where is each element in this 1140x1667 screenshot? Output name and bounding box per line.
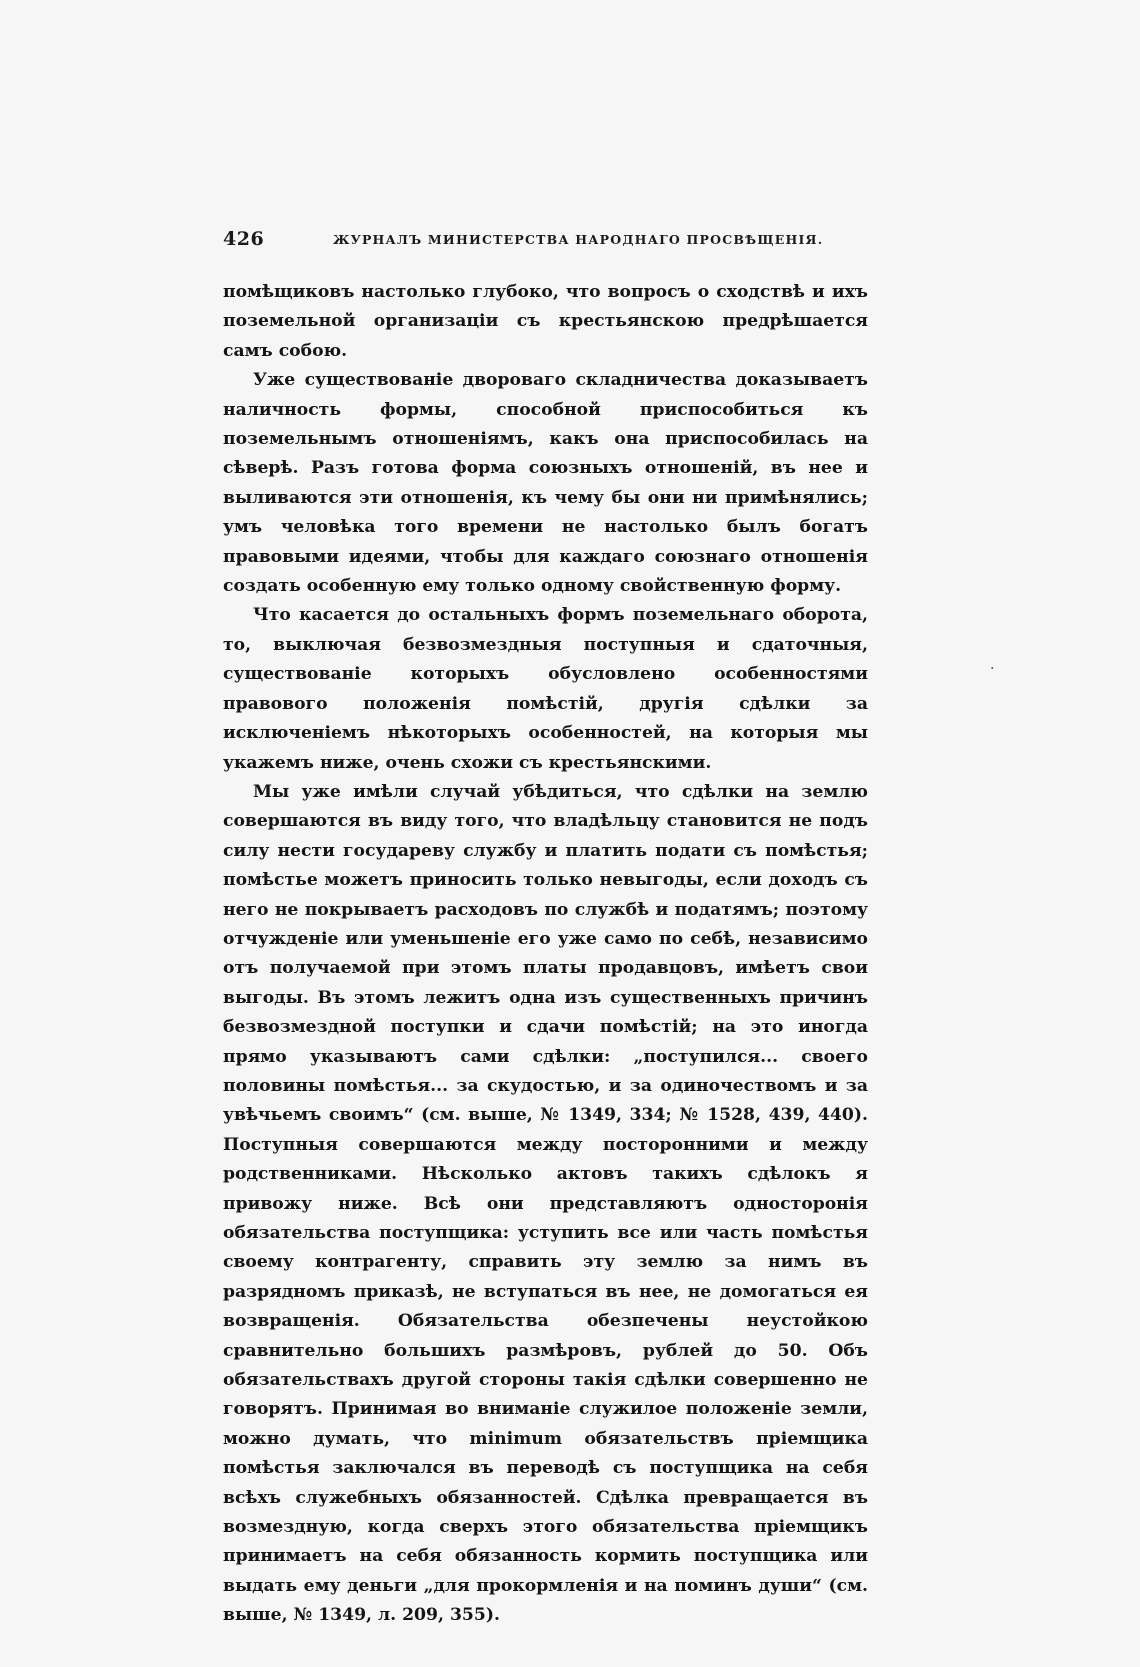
paragraph: помѣщиковъ настолько глубоко, что вопросъ о сходствѣ и ихъ поземельной организаціи съ крестьянскою предрѣшается самъ собою. [223, 282, 868, 361]
margin-mark: . [990, 657, 995, 673]
body-text [223, 278, 868, 1631]
paragraph: Что касается до остальныхъ формъ поземельнаго оборота, то, выключая безвозмездныя поступныя и сдаточныя, существованіе которыхъ обусловлено особенностями правового положенія помѣстій, другія сдѣлки за исключеніемъ нѣкоторыхъ особенностей, на которыя мы укажемъ ниже, очень схожи съ крестьянскими. [223, 605, 868, 773]
paragraph: Уже существованіе двороваго складничества доказываетъ наличность формы, способной приспособиться къ поземельнымъ отношеніямъ, какъ она приспособилась на сѣверѣ. Разъ готова форма союзныхъ отношеній, въ нее и выливаются эти отношенія, къ чему бы они ни примѣнялись; умъ человѣка того времени не настолько былъ богатъ правовыми идеями, чтобы для каждаго союзнаго отношенія создать особенную ему только одному свойственную форму. [223, 370, 868, 597]
page-header [223, 228, 863, 256]
running-title: ЖУРНАЛЪ МИНИСТЕРСТВА НАРОДНАГО ПРОСВѢЩЕНІЯ. [333, 232, 824, 247]
paragraph: Мы уже имѣли случай убѣдиться, что сдѣлки на землю совершаются въ виду того, что владѣльцу становится не подъ силу нести государеву службу и платить подати съ помѣстья; помѣстье можетъ приносить только невыгоды, если доходъ съ него не покрываетъ расходовъ по службѣ и податямъ; поэтому отчужденіе или уменьшеніе его уже само по себѣ, независимо отъ получаемой при этомъ платы продавцовъ, имѣетъ свои выгоды. Въ этомъ лежитъ одна изъ существенныхъ причинъ безвозмездной поступки и сдачи помѣстій; на это иногда прямо указываютъ сами сдѣлки: „поступился... своего половины помѣстья... за скудостью, и за одиночествомъ и за увѣчьемъ своимъ“ (см. выше, № 1349, 334; № 1528, 439, 440). Поступныя совершаются между посторонними и между родственниками. Нѣсколько актовъ такихъ сдѣлокъ я привожу ниже. Всѣ они представляютъ односторонія обязательства поступщика: уступить все или часть помѣстья своему контрагенту, справить эту землю за нимъ въ разрядномъ приказѣ, не вступаться въ нее, не домогаться ея возвращенія. Обязательства обезпечены неустойкою сравнительно большихъ размѣровъ, рублей до 50. Объ обязательствахъ другой стороны такія сдѣлки совершенно не говорятъ. Принимая во вниманіе служилое положеніе земли, можно думать, что minimum обязательствъ пріемщика помѣстья заключался въ переводѣ съ поступщика на себя всѣхъ служебныхъ обязанностей. Сдѣлка превращается въ возмездную, когда сверхъ этого обязательства пріемщикъ принимаетъ на себя обязанность кормить поступщика или выдать ему деньги „для прокормленія и на поминъ души“ (см. выше, № 1349, л. 209, 355). [223, 781, 868, 1626]
page-number: 426 [223, 228, 265, 250]
